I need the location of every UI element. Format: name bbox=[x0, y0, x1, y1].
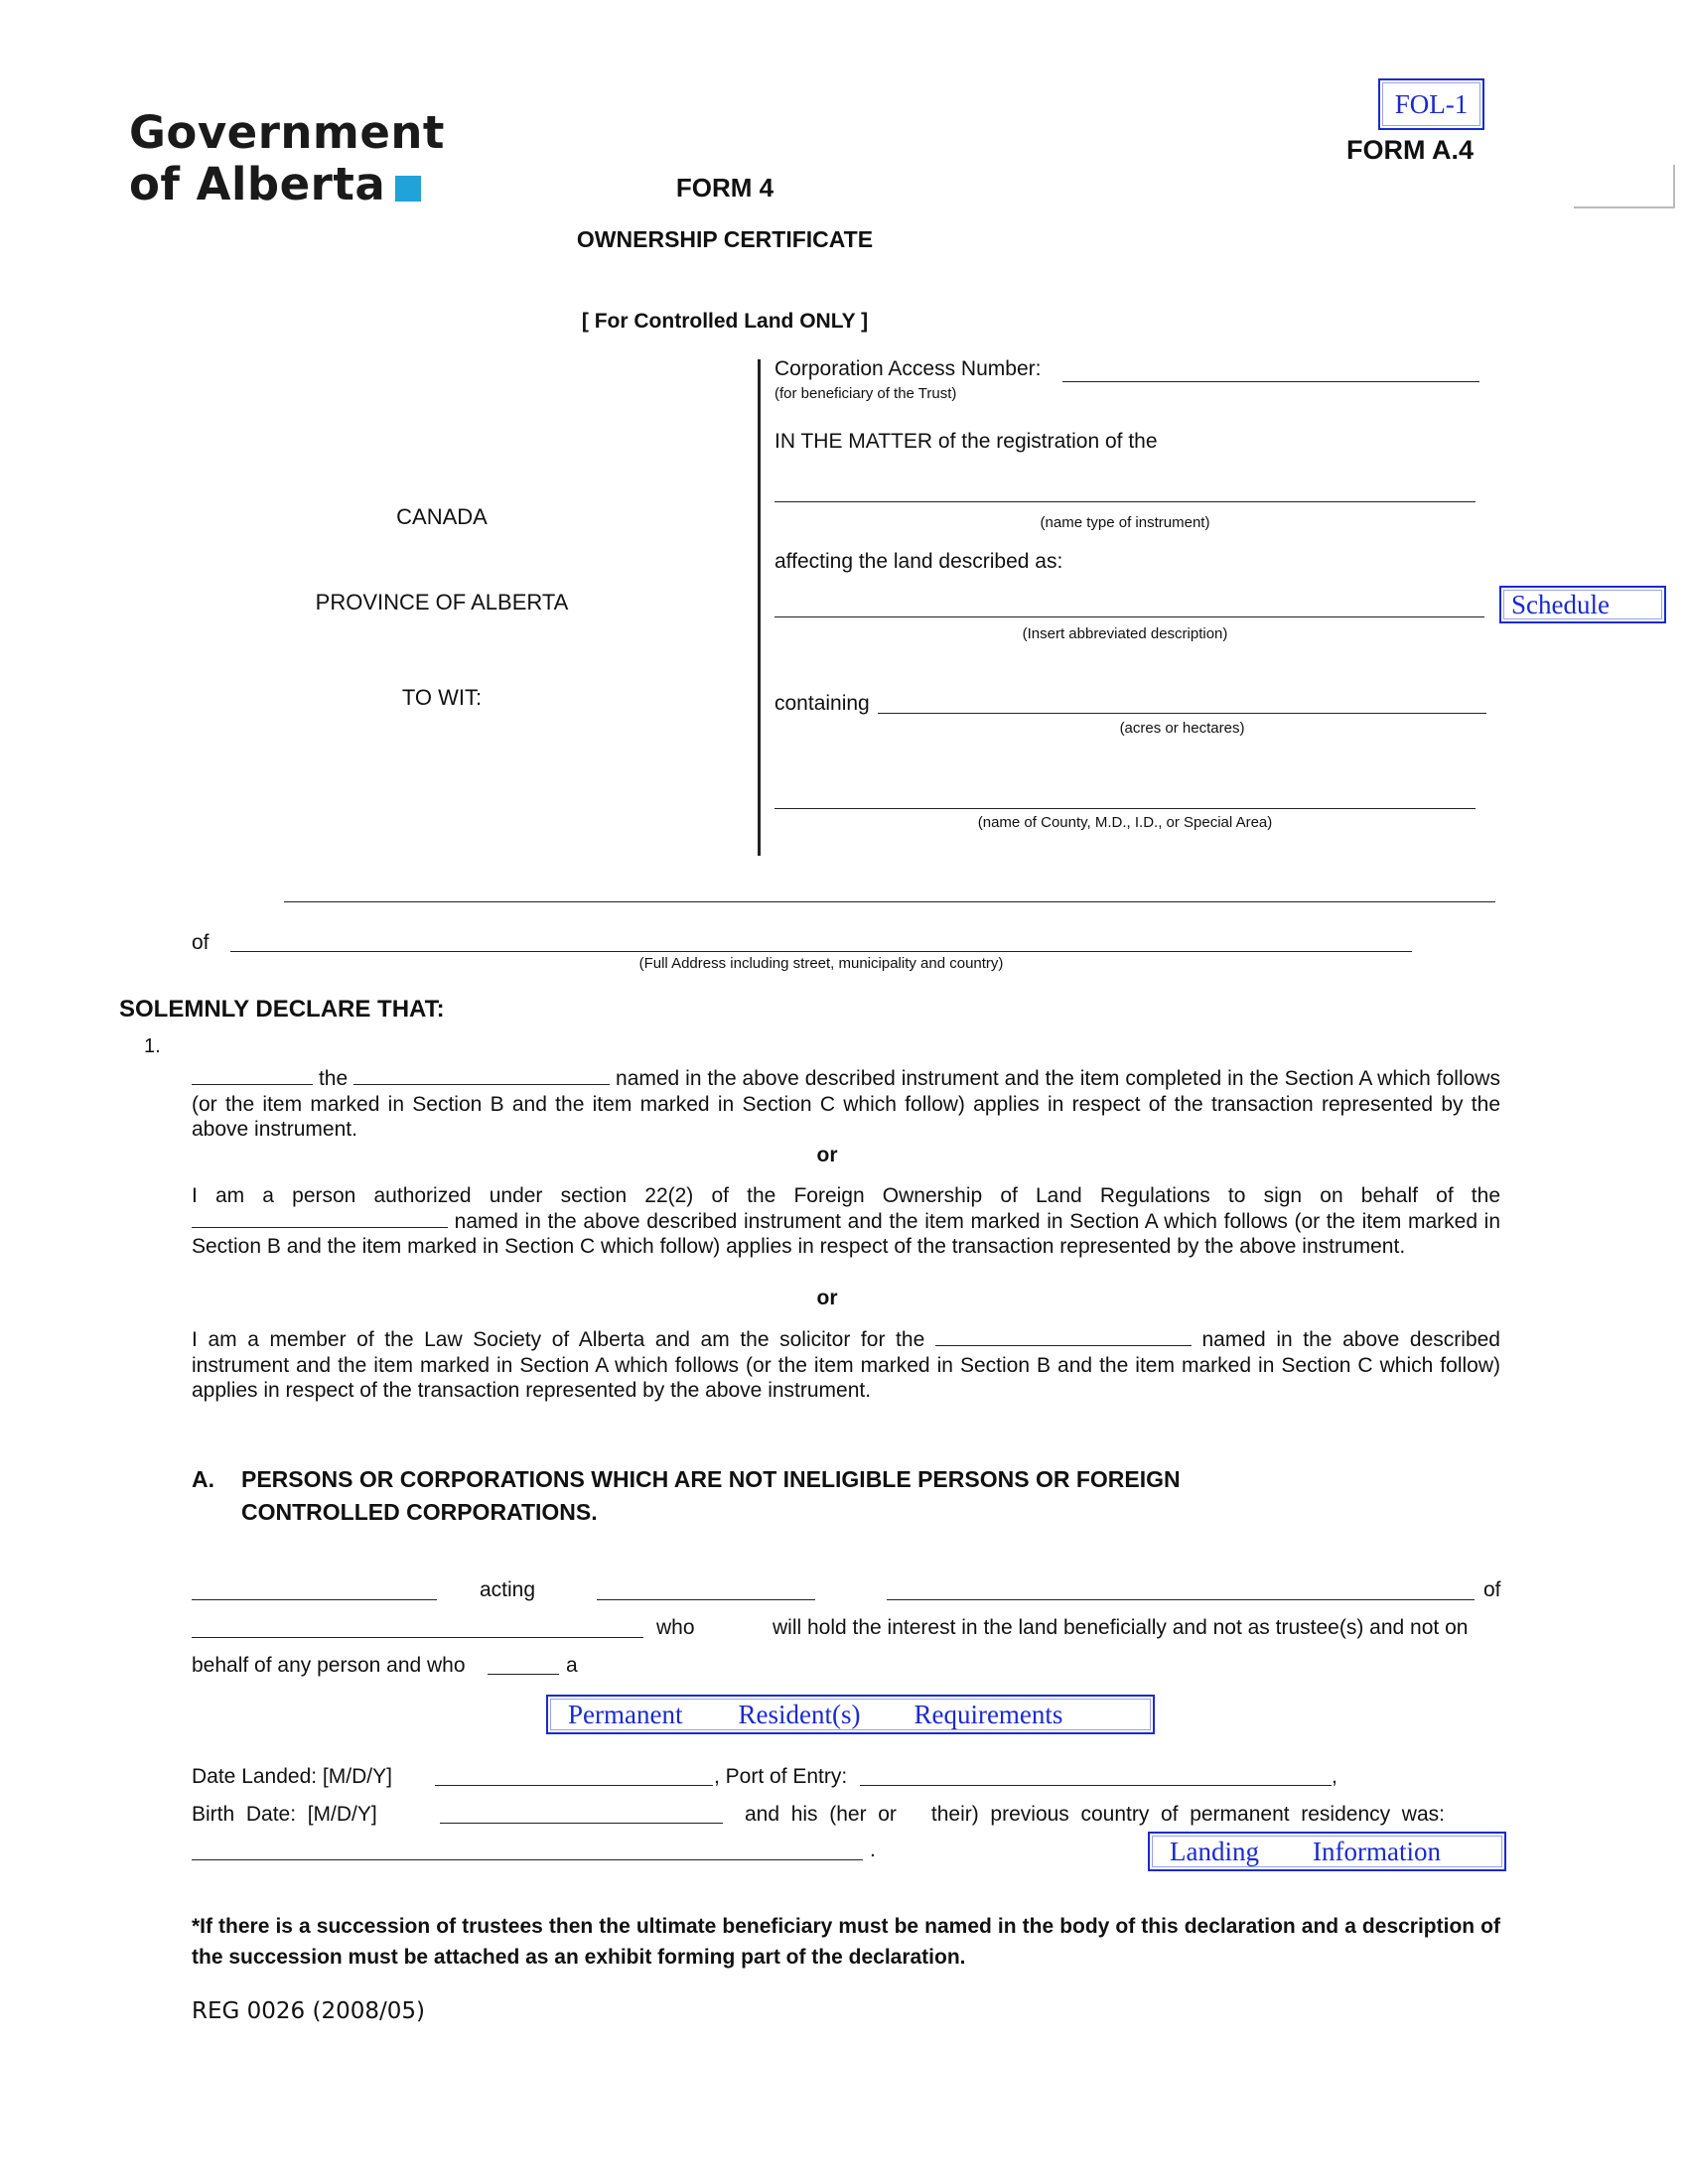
p3-blank[interactable] bbox=[935, 1327, 1192, 1346]
declaration-paragraph-3 bbox=[192, 1327, 1500, 1404]
containing-label: containing bbox=[774, 692, 870, 715]
previous-country-input[interactable] bbox=[192, 1859, 863, 1860]
county-caption: (name of County, M.D., I.D., or Special Area) bbox=[977, 814, 1273, 831]
p1-blank-2[interactable] bbox=[353, 1066, 610, 1085]
p1-blank-1[interactable] bbox=[192, 1066, 313, 1085]
declaration-paragraph-2 bbox=[192, 1183, 1500, 1260]
p2-text-b: named in the above described instrument and the item marked in Section A which follows (or the item marked in Section B and the item marked in Section C which follow) applies in respect of the transaction represented by the above instrument. bbox=[192, 1209, 1500, 1258]
behalf-text: behalf of any person and who bbox=[192, 1654, 466, 1677]
address-caption: (Full Address including street, municipality and country) bbox=[638, 955, 1004, 972]
land-description-input[interactable] bbox=[774, 616, 1484, 617]
address-of-label: of bbox=[192, 931, 210, 954]
form-title: FORM 4 bbox=[675, 173, 774, 203]
schedule-field-value: Schedule bbox=[1511, 589, 1610, 619]
fol-field[interactable] bbox=[1378, 78, 1484, 130]
to-wit-label: TO WIT: bbox=[401, 685, 483, 710]
area-caption: (acres or hectares) bbox=[1119, 720, 1245, 737]
description-caption: (Insert abbreviated description) bbox=[1022, 625, 1228, 642]
restriction-note: [ For Controlled Land ONLY ] bbox=[581, 310, 869, 333]
logo-line-2: of Alberta bbox=[129, 159, 445, 210]
requirements-word: Requirements bbox=[914, 1699, 1063, 1729]
item-number: 1. bbox=[144, 1035, 161, 1057]
residents-word: Resident(s) bbox=[738, 1699, 861, 1729]
certificate-title: OWNERSHIP CERTIFICATE bbox=[576, 226, 874, 252]
birth-date-input[interactable] bbox=[440, 1823, 723, 1824]
p1-text: named in the above described instrument and the item completed in the Section A which follows (or the item marked in Section B and the item marked in Section C which follow) applies in respect of the transaction represented by the above instrument. bbox=[192, 1067, 1500, 1141]
declaration-heading: SOLEMNLY DECLARE THAT: bbox=[119, 996, 445, 1023]
area-input[interactable] bbox=[878, 713, 1486, 714]
permanent-word: Permanent bbox=[568, 1699, 683, 1729]
logo-line-1: Government bbox=[129, 106, 445, 159]
corp-access-input[interactable] bbox=[1062, 381, 1479, 382]
acting-for-input[interactable] bbox=[887, 1599, 1475, 1600]
or-1: or bbox=[816, 1144, 838, 1166]
form-code: FORM A.4 bbox=[1346, 135, 1474, 165]
permanent-resident-requirements-field[interactable] bbox=[546, 1695, 1155, 1734]
corp-access-note: (for beneficiary of the Trust) bbox=[774, 385, 957, 402]
hold-text: will hold the interest in the land beneficially and not as trustee(s) and not on bbox=[773, 1616, 1469, 1639]
landing-word: Landing bbox=[1170, 1836, 1259, 1866]
p1-the: the bbox=[318, 1067, 349, 1090]
address-input[interactable] bbox=[230, 951, 1412, 952]
port-comma: , bbox=[1332, 1765, 1337, 1788]
port-of-entry-input[interactable] bbox=[860, 1785, 1332, 1786]
acting-name-input[interactable] bbox=[192, 1599, 437, 1600]
date-landed-input[interactable] bbox=[435, 1785, 713, 1786]
acting-label: acting bbox=[480, 1578, 536, 1601]
birth-date-label: Birth Date: [M/D/Y] bbox=[192, 1803, 377, 1826]
a-label: a bbox=[566, 1654, 578, 1677]
declaration-paragraph-1 bbox=[192, 1066, 1500, 1143]
who-label: who bbox=[656, 1616, 695, 1639]
p2-blank[interactable] bbox=[192, 1209, 448, 1228]
or-2: or bbox=[816, 1287, 838, 1309]
p3-text-a: I am a member of the Law Society of Alberta and am the solicitor for the bbox=[192, 1328, 925, 1351]
instrument-caption: (name type of instrument) bbox=[1040, 514, 1210, 531]
landing-information-field[interactable] bbox=[1148, 1832, 1506, 1871]
section-a-heading-line-1: PERSONS OR CORPORATIONS WHICH ARE NOT INELIGIBLE PERSONS OR FOREIGN bbox=[241, 1466, 1181, 1492]
form-number: REG 0026 (2008/05) bbox=[192, 1998, 425, 2024]
who-name-input[interactable] bbox=[192, 1637, 643, 1638]
date-landed-label: Date Landed: [M/D/Y] bbox=[192, 1765, 392, 1788]
footnote: *If there is a succession of trustees then the ultimate beneficiary must be named in the body of this declaration and a description of the succession must be attached as an exhibit forming part of the declaration. bbox=[192, 1915, 1500, 1969]
section-a-letter: A. bbox=[192, 1466, 214, 1492]
vertical-divider bbox=[758, 359, 761, 856]
p3-text-b: named in the above described instrument and the item marked in Section A which follows (or the item marked in Section B and the item marked in Section C which follow) applies in respect of the transaction represented by the above instrument. bbox=[192, 1328, 1500, 1402]
declarant-name-input[interactable] bbox=[284, 901, 1495, 902]
acting-capacity-input[interactable] bbox=[597, 1599, 815, 1600]
p2-text-a: I am a person authorized under section 22(2) of the Foreign Ownership of Land Regulations to sign on behalf of the bbox=[192, 1184, 1500, 1207]
page-corner-mark bbox=[1574, 165, 1675, 208]
corp-access-label: Corporation Access Number: bbox=[774, 357, 1042, 380]
province-label: PROVINCE OF ALBERTA bbox=[315, 590, 569, 614]
section-a-heading-line-2: CONTROLLED CORPORATIONS. bbox=[241, 1499, 598, 1525]
instrument-input[interactable] bbox=[774, 501, 1476, 502]
residency-text: and his (her or their) previous country of permanent residency was: bbox=[745, 1803, 1445, 1826]
schedule-field[interactable] bbox=[1499, 586, 1666, 623]
of-label: of bbox=[1483, 1578, 1501, 1601]
affecting-text: affecting the land described as: bbox=[774, 550, 1063, 573]
port-of-entry-label: , Port of Entry: bbox=[714, 1765, 848, 1788]
is-are-input[interactable] bbox=[488, 1674, 559, 1675]
country-label: CANADA bbox=[396, 504, 488, 529]
period: . bbox=[870, 1839, 876, 1861]
fol-field-value: FOL-1 bbox=[1394, 88, 1469, 119]
county-input[interactable] bbox=[774, 808, 1476, 809]
matter-text: IN THE MATTER of the registration of the bbox=[774, 430, 1158, 453]
information-word: Information bbox=[1312, 1836, 1441, 1866]
